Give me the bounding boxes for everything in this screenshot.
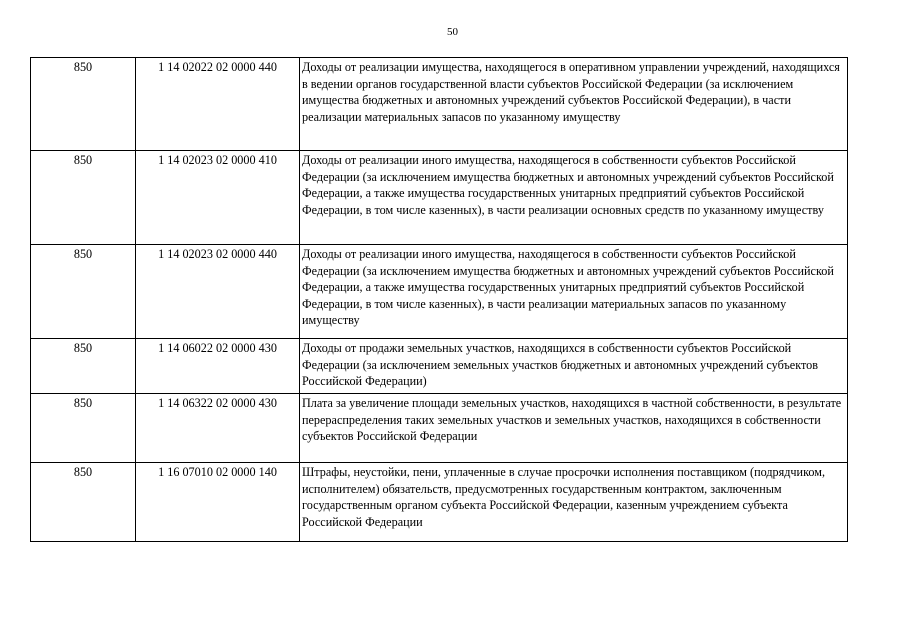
table-row [31,394,848,463]
table-row [31,463,848,542]
table-row [31,245,848,339]
table-row [31,58,848,151]
page-number: 50 [447,26,458,38]
admin-code-cell: 850 [31,151,136,245]
admin-code-cell: 850 [31,245,136,339]
kbk-code-cell: 1 14 02023 02 0000 410 [136,151,300,245]
kbk-code-cell: 1 14 02022 02 0000 440 [136,58,300,151]
description-cell: Доходы от реализации иного имущества, находящегося в собственности субъектов Российской Федерации (за исключением имущества бюджетных и автономных учреждений субъектов Российской Федерации, а также имущества государственных унитарных предприятий субъектов Российской Федерации, в том числе казенных), в части реализации основных средств по указанному имуществу [300,151,848,245]
admin-code-cell: 850 [31,394,136,463]
description-cell: Доходы от продажи земельных участков, находящихся в собственности субъектов Российской Федерации (за исключением земельных участков бюджетных и автономных учреждений субъектов Российской Федерации) [300,339,848,394]
admin-code-cell: 850 [31,463,136,542]
table-row [31,339,848,394]
admin-code-cell: 850 [31,339,136,394]
description-cell: Доходы от реализации иного имущества, находящегося в собственности субъектов Российской Федерации (за исключением имущества бюджетных и автономных учреждений субъектов Российской Федерации, а также имущества государственных унитарных предприятий субъектов Российской Федерации, в том числе казенных), в части реализации материальных запасов по указанному имуществу [300,245,848,339]
description-cell: Плата за увеличение площади земельных участков, находящихся в частной собственности, в результате перераспределения таких земельных участков и земельных участков, находящихся в собственности субъектов Российской Федерации [300,394,848,463]
budget-classification-table [30,57,848,542]
table-row [31,151,848,245]
description-cell: Доходы от реализации имущества, находящегося в оперативном управлении учреждений, находящихся в ведении органов государственной власти субъектов Российской Федерации (за исключением имущества бюджетных и автономных учреждений субъектов Российской Федерации), в части реализации материальных запасов по указанному имуществу [300,58,848,151]
admin-code-cell: 850 [31,58,136,151]
kbk-code-cell: 1 14 06322 02 0000 430 [136,394,300,463]
kbk-code-cell: 1 14 02023 02 0000 440 [136,245,300,339]
kbk-code-cell: 1 14 06022 02 0000 430 [136,339,300,394]
description-cell: Штрафы, неустойки, пени, уплаченные в случае просрочки исполнения поставщиком (подрядчиком, исполнителем) обязательств, предусмотренных государственным контрактом, заключенным государственным органом субъекта Российской Федерации, казенным учреждением субъекта Российской Федерации [300,463,848,542]
kbk-code-cell: 1 16 07010 02 0000 140 [136,463,300,542]
